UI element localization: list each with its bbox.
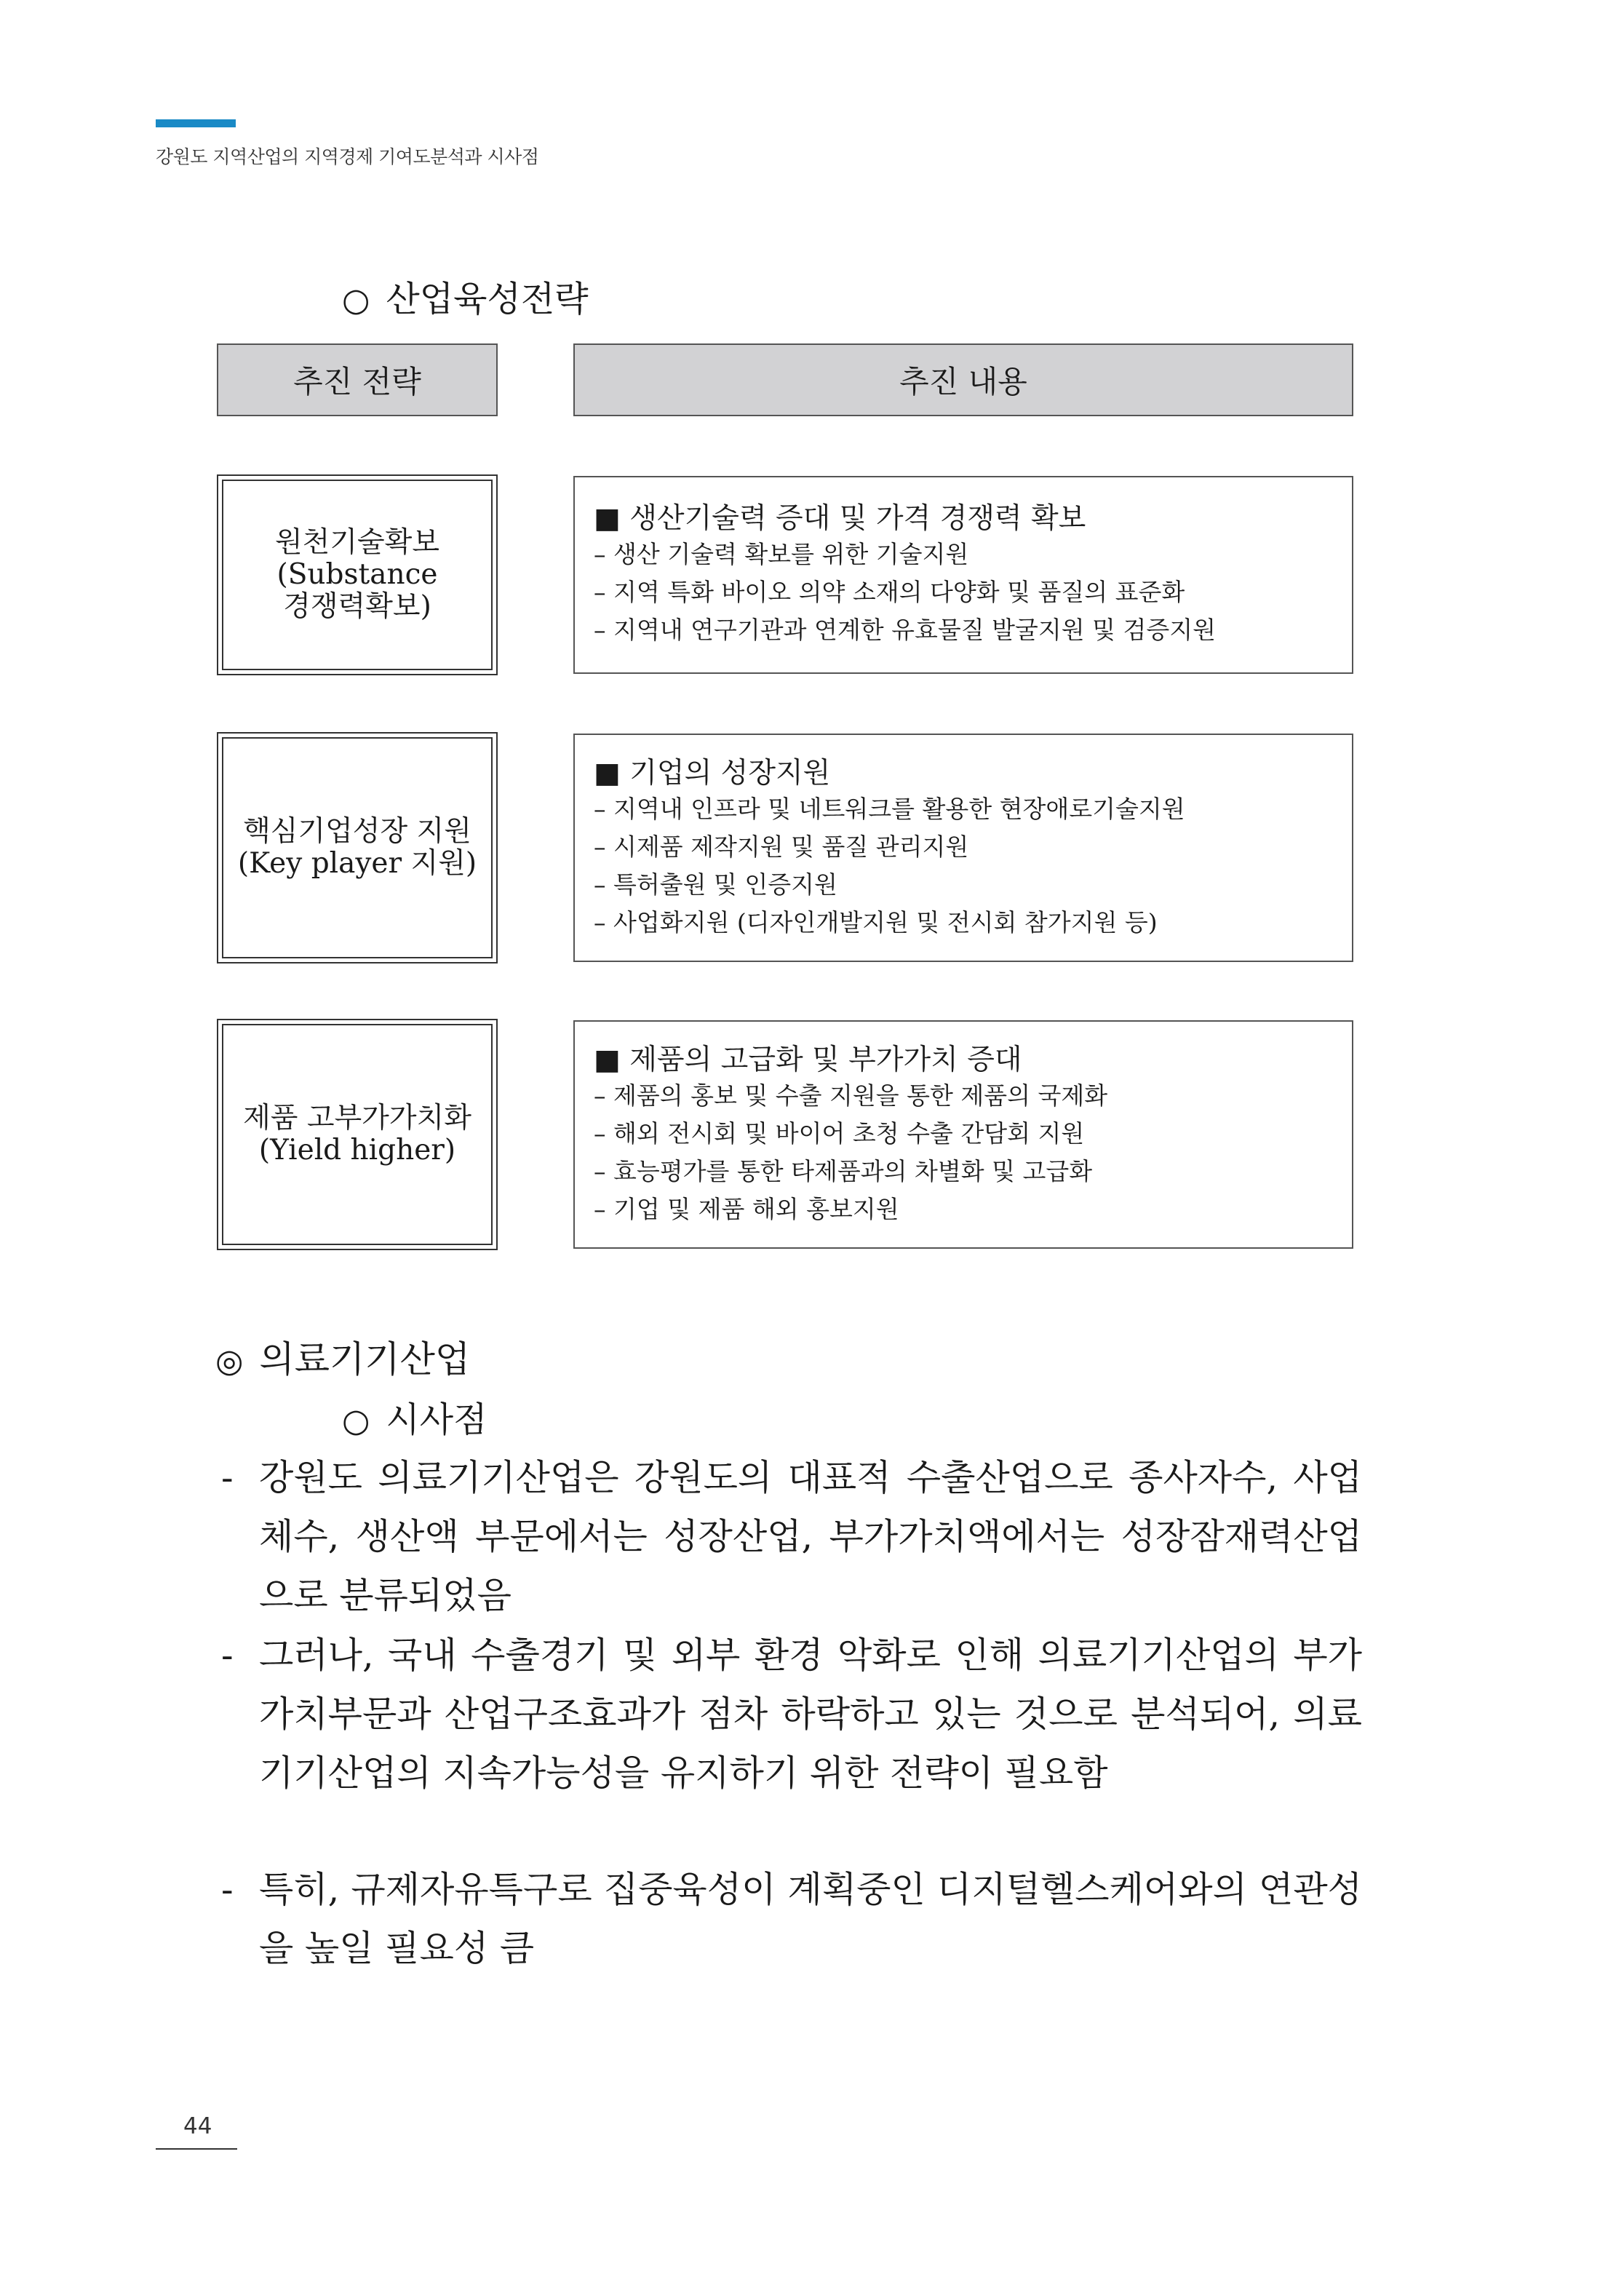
- footer-rule: [156, 2148, 237, 2150]
- implications-subtitle: [342, 1391, 487, 1442]
- strategy-label: (Yield higher): [258, 1134, 456, 1167]
- strategy-section-title: [342, 271, 589, 321]
- implication-paragraph-2: [221, 1626, 1362, 1803]
- content-item: – 제품의 홍보 및 수출 지원을 통한 제품의 국제화: [594, 1081, 1108, 1110]
- content-item: – 생산 기술력 확보를 위한 기술지원: [594, 540, 969, 568]
- strategy-label: 경쟁력확보): [283, 590, 431, 623]
- strategy-title-text: 산업육성전략: [386, 279, 589, 319]
- implications-title-text: 시사점: [386, 1399, 487, 1440]
- paragraph-text: 그러나, 국내 수출경기 및 외부 환경 악화로 인해 의료기기산업의 부가가치부문과 산업구조효과가 점차 하락하고 있는 것으로 분석되어, 의료기기산업의 지속가능성을 유지하기 위한 전략이 필요함: [259, 1634, 1362, 1794]
- content-item: – 지역내 인프라 및 네트워크를 활용한 현장애로기술지원: [594, 795, 1185, 823]
- content-item: – 지역 특화 바이오 의약 소재의 다양화 및 품질의 표준화: [594, 578, 1185, 606]
- medical-section-title: [215, 1330, 470, 1383]
- content-item: – 사업화지원 (디자인개발지원 및 전시회 참가지원 등): [594, 908, 1158, 937]
- dash-marker: -: [221, 1869, 234, 1910]
- strategy-label: 원천기술확보: [274, 526, 440, 559]
- content-cell-2: [573, 734, 1353, 962]
- implication-paragraph-3: [221, 1860, 1362, 1978]
- paragraph-text: 강원도 의료기기산업은 강원도의 대표적 수출산업으로 종사자수, 사업체수, 생산액 부문에서는 성장산업, 부가가치액에서는 성장잠재력산업으로 분류되었음: [259, 1457, 1362, 1616]
- content-heading: ■ 제품의 고급화 및 부가가치 증대: [594, 1044, 1022, 1076]
- content-item: – 기업 및 제품 해외 홍보지원: [594, 1195, 899, 1223]
- content-cell-1: [573, 476, 1353, 674]
- content-item: – 특허출원 및 인증지원: [594, 870, 837, 899]
- content-heading: ■ 기업의 성장지원: [594, 757, 831, 790]
- implication-paragraph-1: [221, 1448, 1362, 1625]
- content-cell-3: [573, 1020, 1353, 1249]
- content-item: – 시제품 제작지원 및 품질 관리지원: [594, 833, 969, 861]
- medical-title-text: 의료기기산업: [259, 1338, 471, 1380]
- running-header: 강원도 지역산업의 지역경제 기여도분석과 시사점: [156, 146, 539, 167]
- content-item: – 효능평가를 통한 타제품과의 차별화 및 고급화: [594, 1157, 1093, 1185]
- strategy-cell-2: [217, 732, 498, 963]
- column-header-strategy: 추진 전략: [217, 343, 498, 416]
- strategy-label: (Key player 지원): [237, 847, 477, 880]
- dash-marker: -: [221, 1634, 234, 1676]
- circle-bullet-icon: ○: [342, 1402, 370, 1439]
- content-item: – 지역내 연구기관과 연계한 유효물질 발굴지원 및 검증지원: [594, 616, 1216, 644]
- header-accent-bar: [156, 119, 236, 127]
- strategy-label: (Substance: [276, 558, 438, 591]
- page-number: 44: [183, 2113, 212, 2139]
- strategy-label: 제품 고부가가치화: [243, 1102, 471, 1134]
- circle-bullet-icon: ○: [342, 282, 370, 319]
- double-circle-bullet-icon: ◎: [215, 1343, 244, 1380]
- strategy-cell-1: [217, 474, 498, 675]
- content-item: – 해외 전시회 및 바이어 초청 수출 간담회 지원: [594, 1119, 1085, 1148]
- content-heading: ■ 생산기술력 증대 및 가격 경쟁력 확보: [594, 502, 1086, 535]
- strategy-label: 핵심기업성장 지원: [243, 815, 471, 848]
- dash-marker: -: [221, 1457, 234, 1498]
- strategy-cell-3: [217, 1019, 498, 1250]
- column-header-content: 추진 내용: [573, 343, 1353, 416]
- paragraph-text: 특히, 규제자유특구로 집중육성이 계획중인 디지털헬스케어와의 연관성을 높일 필요성 큼: [259, 1869, 1362, 1969]
